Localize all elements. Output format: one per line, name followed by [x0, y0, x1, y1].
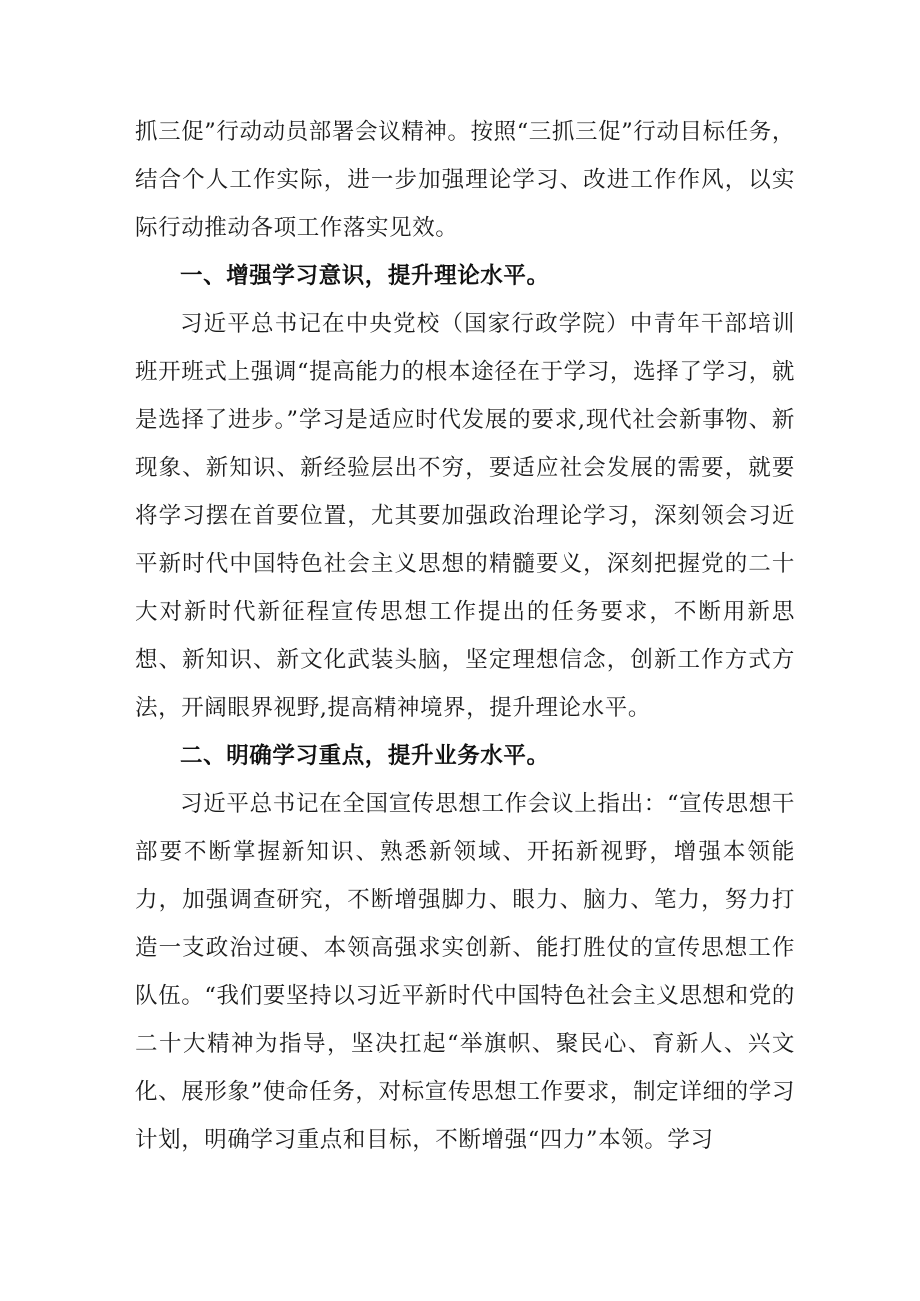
paragraph-continuation: 抓三促”行动动员部署会议精神。按照“三抓三促”行动目标任务，结合个人工作实际，进一步加强理论学习、改进工作作风，以实际行动推动各项工作落实见效。	[135, 119, 796, 241]
section-heading-1: 一、增强学习意识，提升理论水平。	[180, 263, 550, 289]
paragraph-business: 习近平总书记在全国宣传思想工作会议上指出：“宣传思想干部要不断掌握新知识、熟悉新领域、开拓新视野，增强本领能力，加强调查研究，不断增强脚力、眼力、脑力、笔力，努力打造一支政治过硬、本领高强求实创新、能打胜仗的宣传思想工作队伍。“我们要坚持以习近平新时代中国特色社会主义思想和党的二十大精神为指导，坚决扛起“举旗帜、聚民心、育新人、兴文化、展形象”使命任务，对标宣传思想工作要求，制定详细的学习计划，明确学习重点和目标，不断增强“四力”本领。学习	[135, 791, 795, 1153]
section-heading-2: 二、明确学习重点，提升业务水平。	[180, 743, 550, 769]
document-body	[135, 108, 795, 1164]
paragraph-theory: 习近平总书记在中央党校（国家行政学院）中青年干部培训班开班式上强调“提高能力的根本途径在于学习，选择了学习，就是选择了进步。”学习是适应时代发展的要求,现代社会新事物、新现象、新知识、新经验层出不穷，要适应社会发展的需要，就要将学习摆在首要位置，尤其要加强政治理论学习，深刻领会习近平新时代中国特色社会主义思想的精髓要义，深刻把握党的二十大对新时代新征程宣传思想工作提出的任务要求，不断用新思想、新知识、新文化武装头脑，坚定理想信念，创新工作方式方法，开阔眼界视野,提高精神境界，提升理论水平。	[135, 311, 795, 721]
